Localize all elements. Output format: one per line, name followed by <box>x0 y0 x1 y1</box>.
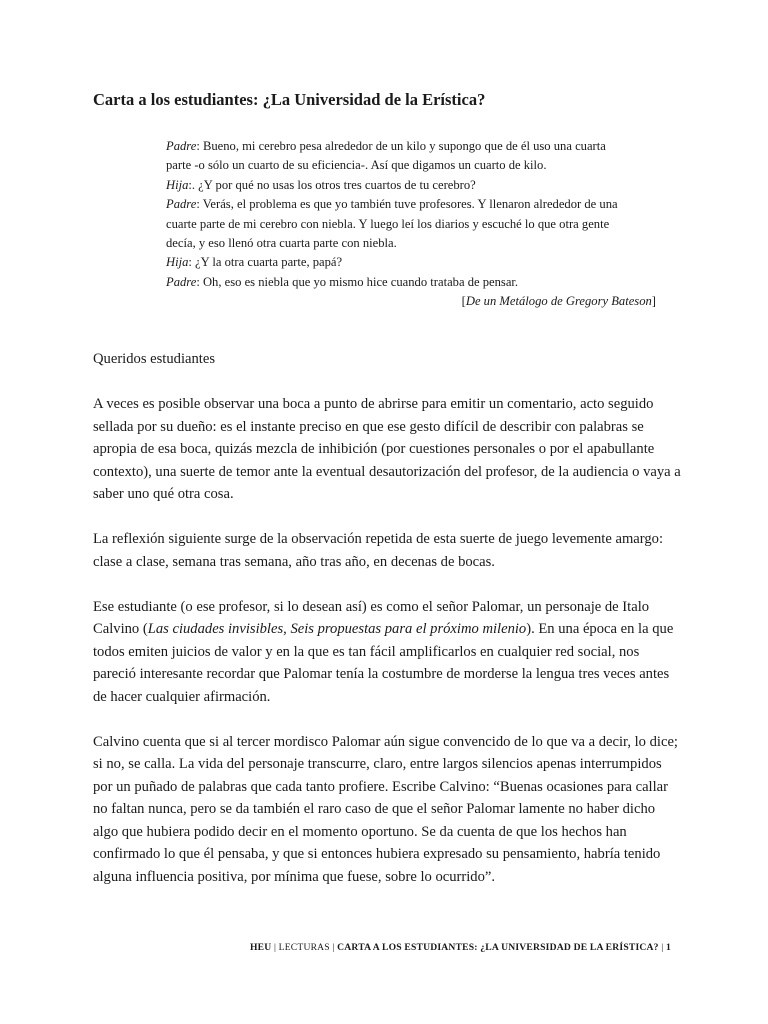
footer-title: CARTA A LOS ESTUDIANTES: ¿LA UNIVERSIDAD DE LA ERÍSTICA? <box>337 942 659 953</box>
footer-section: LECTURAS <box>278 942 330 953</box>
epigraph-citation <box>166 292 656 311</box>
paragraph-1: A veces es posible observar una boca a punto de abrirse para emitir un comentario, acto seguido sellada por su dueño: es el instante preciso en que ese gesto difícil de describir con palabras se apropia de esa boca, quizás mezcla de inhibición (por cuestiones personales o por el apabullante contexto), una suerte de temor ante la eventual desautorización del profesor, de la audiencia o vaya a saber uno qué otra cosa. <box>93 396 681 502</box>
dialogue-line <box>166 273 656 292</box>
salutation: Queridos estudiantes <box>93 351 215 367</box>
paragraph-2: La reflexión siguiente surge de la observación repetida de esta suerte de juego levemente amargo: clase a clase, semana tras semana, año tras año, en decenas de bocas. <box>93 531 664 570</box>
footer-separator: | <box>658 942 666 953</box>
paragraph-3-sep: , <box>283 621 291 637</box>
book-title-2: Seis propuestas para el próximo milenio <box>290 621 527 637</box>
citation-bracket-close: ] <box>651 294 656 309</box>
letter-body <box>93 348 683 911</box>
paragraph-3-text-a: Ese estudiante (o ese profesor, si lo desean así) es como el señor Palomar, un personaje de Italo Calvino ( <box>93 598 650 637</box>
footer-brand: HEU <box>249 942 272 953</box>
dialogue-text: : Verás, el problema es que yo también tuve profesores. Y llenaron alrededor de una <box>196 197 618 212</box>
paragraph-3-text-b: ). En una época en la que todos emiten juicios de valor y en la que es tan fácil amplificarlos en cualquier red social, nos pareció interesante recordar que Palomar tenía la costumbre de morderse la lengua tres veces antes de hacer cualquier afirmación. <box>93 621 674 705</box>
dialogue-line <box>166 137 656 156</box>
dialogue-line <box>166 176 656 195</box>
speaker: Padre <box>166 139 197 153</box>
dialogue-line: parte -o sólo un cuarto de su eficiencia-. Así que digamos un cuarto de kilo. <box>166 158 547 173</box>
dialogue-text: : Oh, eso es niebla que yo mismo hice cuando trataba de pensar. <box>196 274 519 289</box>
citation-text: De un Metálogo de Gregory Bateson <box>465 294 652 309</box>
footer-separator: | <box>271 942 279 953</box>
footer-page-number: 1 <box>666 942 671 953</box>
dialogue-text: : ¿Y la otra cuarta parte, papá? <box>188 255 343 270</box>
speaker: Padre <box>166 197 197 212</box>
document-title: Carta a los estudiantes: ¿La Universidad de la Erística? <box>93 90 486 109</box>
dialogue-text: : Bueno, mi cerebro pesa alrededor de un kilo y supongo que de él uso una cuarta <box>196 139 606 153</box>
paragraph-3 <box>93 596 683 709</box>
dialogue-line <box>166 195 656 214</box>
dialogue-line: decía, y eso llenó otra cuarta parte con niebla. <box>166 236 397 251</box>
dialogue-text: :. ¿Y por qué no usas los otros tres cuartos de tu cerebro? <box>188 177 476 192</box>
speaker: Padre <box>166 274 197 289</box>
dialogue-line <box>166 253 656 272</box>
epigraph-dialogue <box>166 137 656 312</box>
speaker: Hija <box>166 177 189 192</box>
footer-separator: | <box>329 942 338 953</box>
speaker: Hija <box>166 255 189 270</box>
page-footer <box>250 942 671 953</box>
citation-bracket-open: [ <box>461 294 466 309</box>
dialogue-line: cuarte parte de mi cerebro con niebla. Y luego leí los diarios y escuché lo que otra gente <box>166 216 610 231</box>
book-title-1: Las ciudades invisibles <box>147 621 284 637</box>
paragraph-4: Calvino cuenta que si al tercer mordisco Palomar aún sigue convencido de lo que va a decir, lo dice; si no, se calla. La vida del personaje transcurre, claro, entre largos silencios apenas interrumpidos por un puñado de palabras que cada tanto profiere. Escribe Calvino: “Buenas ocasiones para callar no faltan nunca, pero se da también el raro caso de que el señor Palomar lamente no haber dicho algo que hubiera podido decir en el momento oportuno. Se da cuenta de que los hechos han confirmado lo que él pensaba, y que si entonces hubiera expresado su pensamiento, habría tenido alguna influencia positiva, por mínima que fuese, sobre lo ocurrido”. <box>93 733 678 885</box>
